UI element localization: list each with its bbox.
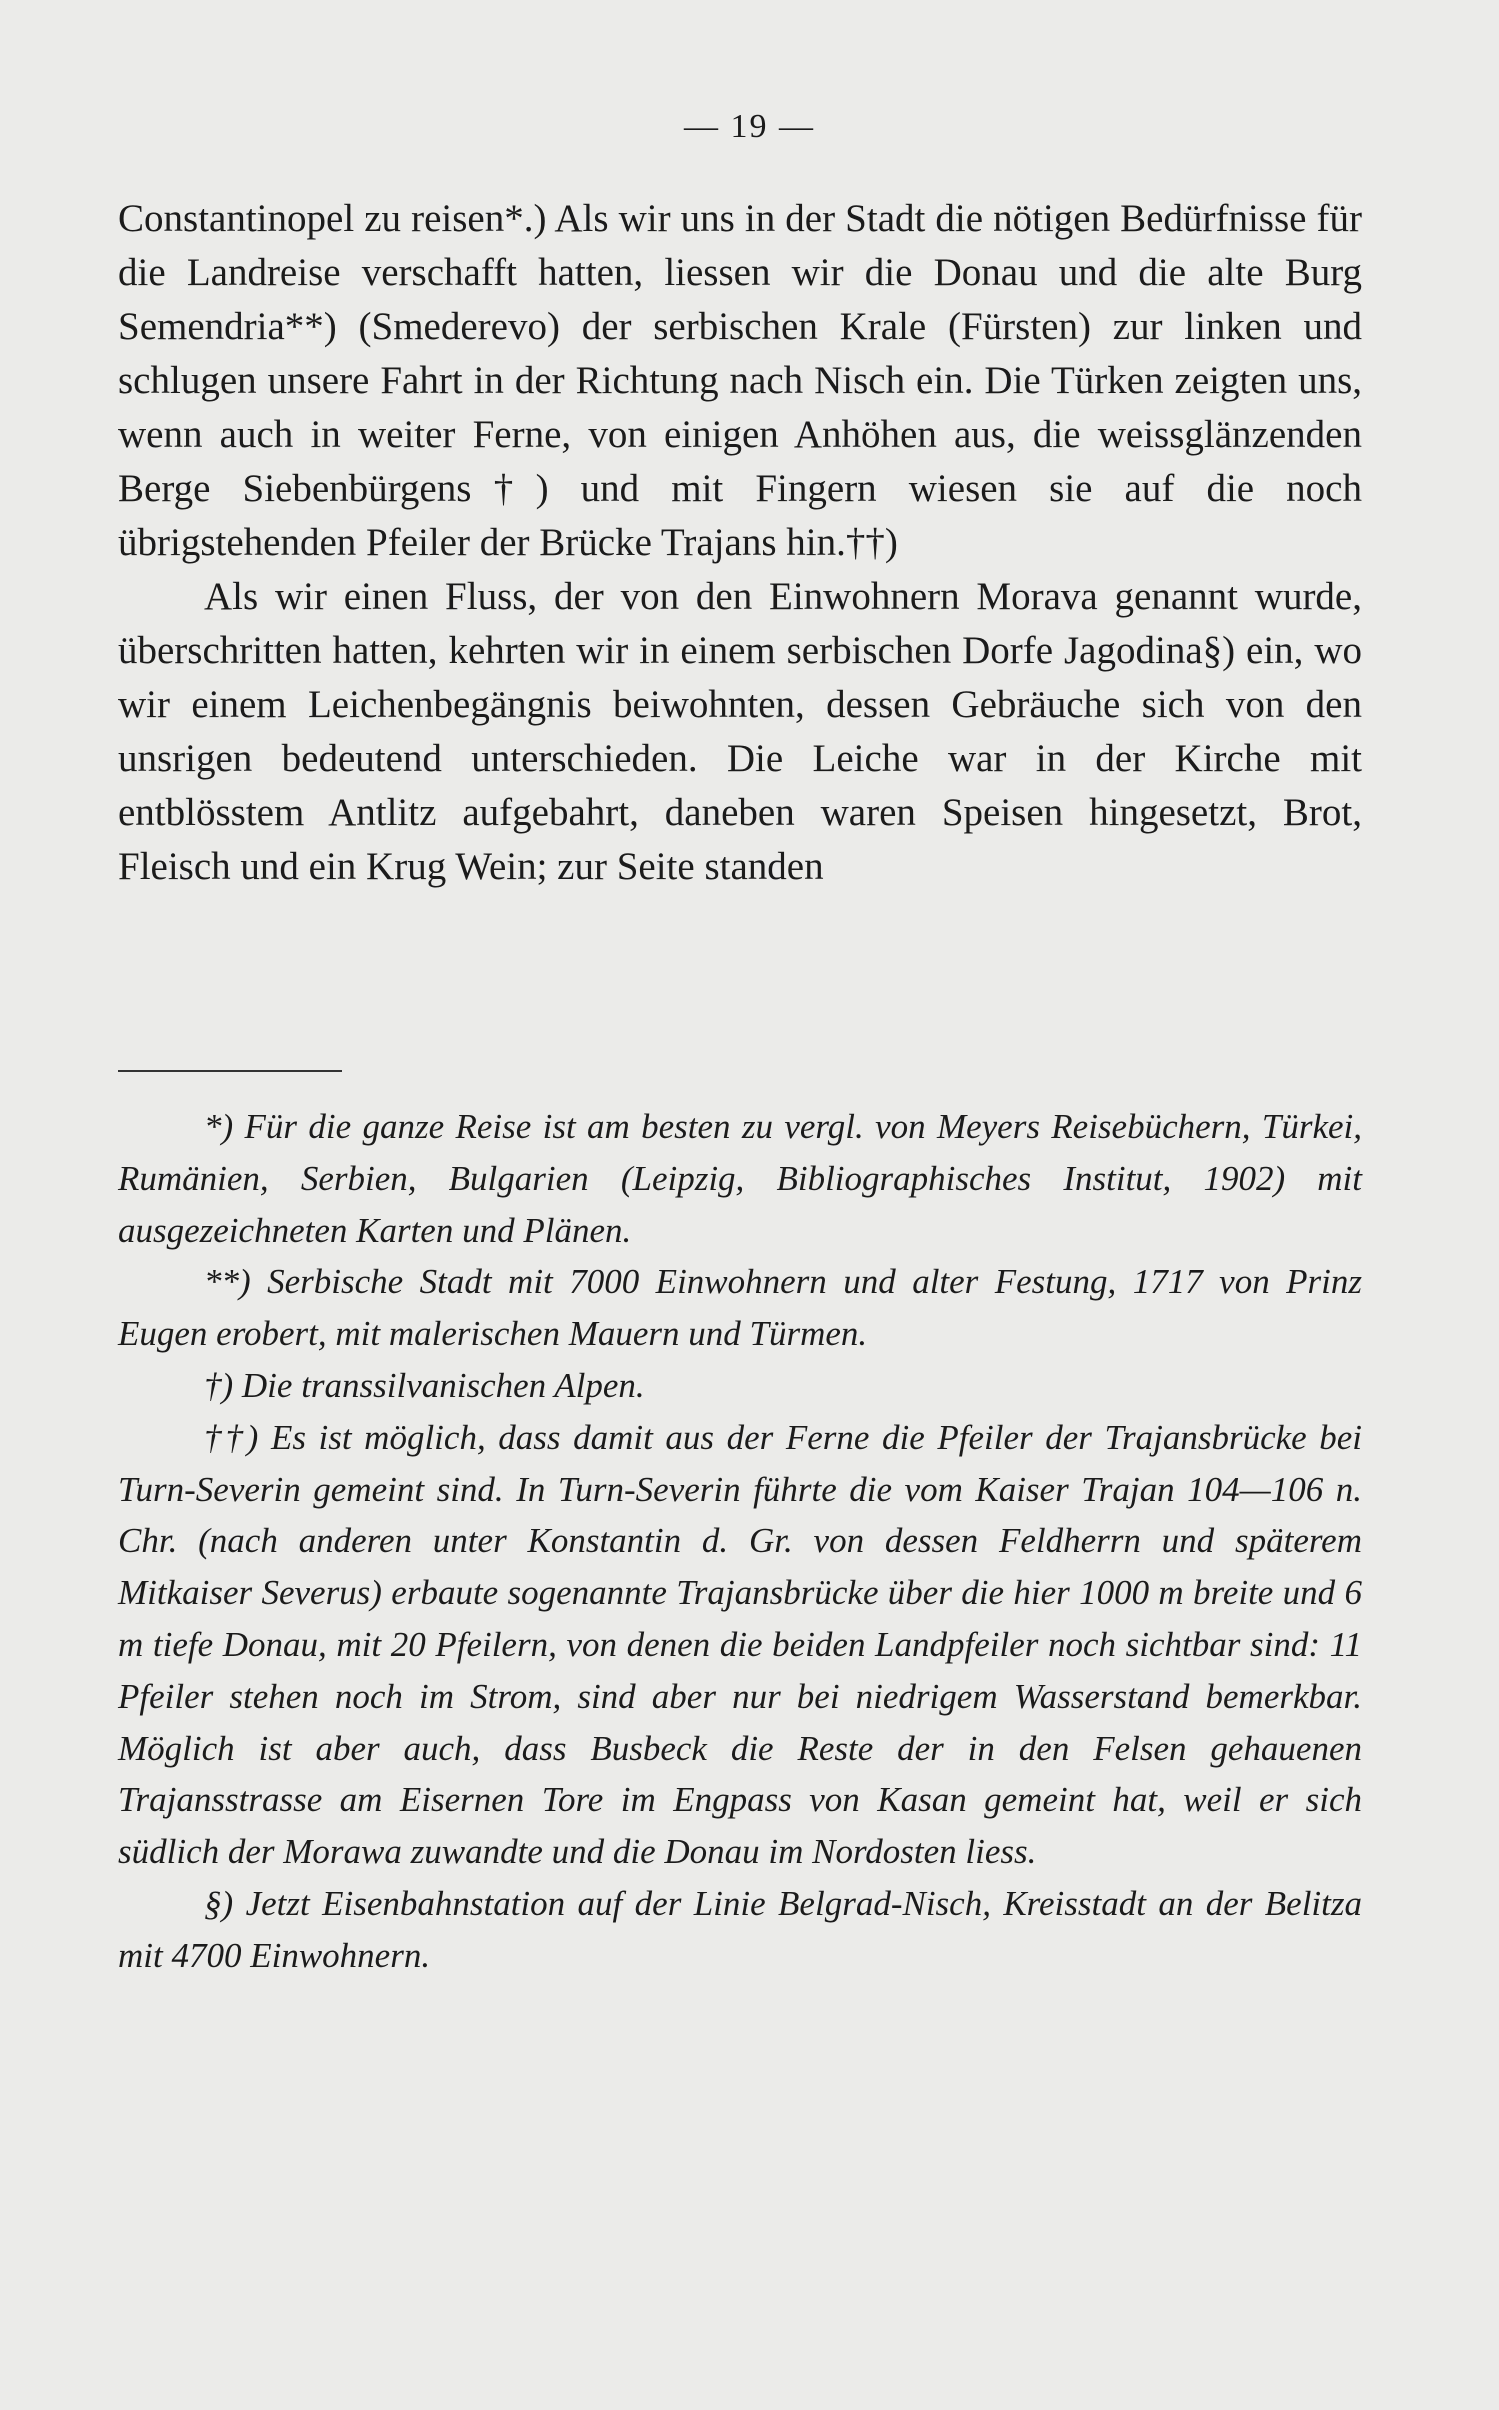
footnote-5 xyxy=(118,1878,1362,1982)
footnote-1-mark: *) xyxy=(204,1107,234,1146)
footnote-4-mark: ††) xyxy=(204,1417,259,1457)
footnote-3 xyxy=(118,1360,1362,1412)
footnote-2-mark: **) xyxy=(204,1262,251,1302)
footnote-1-text: Für die ganze Reise ist am besten zu vergl. von Meyers Reisebüchern, Türkei, Rumänien, Serbien, Bulgarien (Leipzig, Bibliographisches Institut, 1902) mit ausgezeichneten Karten und Plänen. xyxy=(118,1107,1363,1250)
footnote-1 xyxy=(118,1101,1362,1256)
footnote-5-mark: §) xyxy=(204,1883,234,1923)
footnote-4 xyxy=(118,1412,1362,1878)
page-number: — 19 — xyxy=(684,108,815,145)
footnotes xyxy=(118,1101,1362,1982)
footnote-3-text: Die transsilvanischen Alpen. xyxy=(241,1365,645,1405)
footnote-divider xyxy=(118,1070,342,1072)
main-text xyxy=(118,192,1362,894)
footnote-2-text: Serbische Stadt mit 7000 Einwohnern und alter Festung, 1717 von Prinz Eugen erobert, mit malerischen Mauern und Türmen. xyxy=(118,1262,1363,1354)
footnote-4-text: Es ist möglich, dass damit aus der Ferne die Pfeiler der Trajansbrücke bei Turn-Severin gemeint sind. In Turn-Severin führte die vom Kaiser Trajan 104—106 n. Chr. (nach anderen unter Konstantin d. Gr. von dessen Feldherrn und späterem Mitkaiser Severus) erbaute sogenannte Trajansbrücke über die hier 1000 m breite und 6 m tiefe Donau, mit 20 Pfeilern, von denen die beiden Landpfeiler noch sichtbar sind: 11 Pfeiler stehen noch im Strom, sind aber nur bei niedrigem Wasserstand bemerkbar. Möglich ist aber auch, dass Busbeck die Reste der in den Felsen gehauenen Trajansstrasse am Eisernen Tore im Engpass von Kasan gemeint hat, weil er sich südlich der Morawa zuwandte und die Donau im Nordosten liess. xyxy=(118,1417,1363,1872)
footnote-5-text: Jetzt Eisenbahnstation auf der Linie Belgrad-Nisch, Kreisstadt an der Belitza mit 4700 Einwohnern. xyxy=(118,1883,1363,1975)
paragraph-2: Als wir einen Fluss, der von den Einwohnern Morava genannt wurde, überschritten hatten, kehrten wir in einem serbischen Dorfe Jagodina§) ein, wo wir einem Leichenbegängnis beiwohnten, dessen Gebräuche sich von den unsrigen bedeutend unterschieden. Die Leiche war in der Kirche mit entblösstem Antlitz aufgebahrt, daneben waren Speisen hingesetzt, Brot, Fleisch und ein Krug Wein; zur Seite standen xyxy=(118,575,1362,888)
footnote-2 xyxy=(118,1256,1362,1360)
paragraph-1: Constantinopel zu reisen*.) Als wir uns in der Stadt die nötigen Bedürfnisse für die Landreise verschafft hatten, liessen wir die Donau und die alte Burg Semendria**) (Smederevo) der serbischen Krale (Fürsten) zur linken und schlugen unsere Fahrt in der Richtung nach Nisch ein. Die Türken zeigten uns, wenn auch in weiter Ferne, von einigen Anhöhen aus, die weissglänzenden Berge Siebenbürgens†) und mit Fingern wiesen sie auf die noch übrigstehenden Pfeiler der Brücke Trajans hin.††) xyxy=(118,197,1362,564)
footnote-3-mark: †) xyxy=(204,1365,234,1405)
